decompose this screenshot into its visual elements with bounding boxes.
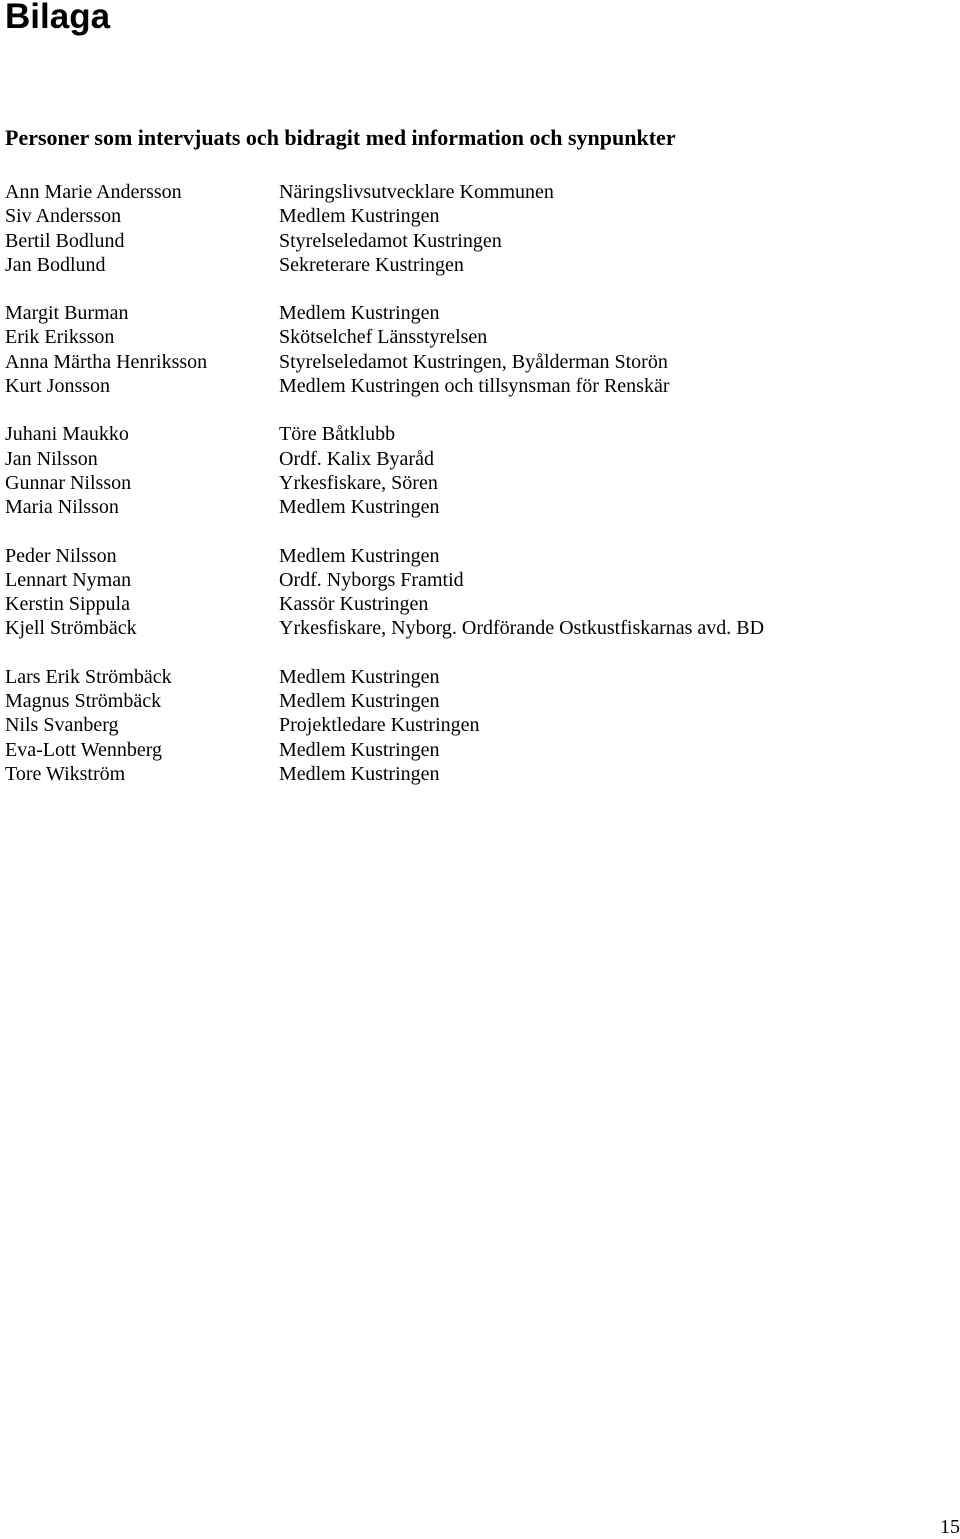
person-row — [0, 592, 960, 616]
person-name: Tore Wikström — [5, 762, 126, 785]
person-name: Jan Bodlund — [5, 253, 106, 276]
person-role: Sekreterare Kustringen — [279, 253, 464, 276]
person-row — [0, 325, 960, 349]
person-group — [0, 665, 960, 786]
person-role: Skötselchef Länsstyrelsen — [279, 326, 488, 349]
person-role: Medlem Kustringen och tillsynsman för Renskär — [279, 375, 670, 398]
person-role: Medlem Kustringen — [279, 738, 440, 761]
person-row — [0, 762, 960, 786]
person-row — [0, 544, 960, 568]
person-row — [0, 616, 960, 640]
person-role: Medlem Kustringen — [279, 302, 440, 325]
person-name: Eva-Lott Wennberg — [5, 738, 163, 761]
person-group — [0, 301, 960, 398]
person-row — [0, 568, 960, 592]
person-name: Maria Nilsson — [5, 496, 119, 519]
page-heading: Bilaga — [5, 0, 111, 36]
person-row — [0, 253, 960, 277]
person-name: Siv Andersson — [5, 205, 122, 228]
person-row — [0, 350, 960, 374]
person-name: Ann Marie Andersson — [5, 181, 182, 203]
page-number: 15 — [940, 1516, 960, 1538]
person-row — [0, 422, 960, 446]
person-role: Ordf. Nyborgs Framtid — [279, 568, 464, 591]
person-row — [0, 374, 960, 398]
person-role: Yrkesfiskare, Nyborg. Ordförande Ostkustfiskarnas avd. BD — [279, 617, 765, 640]
person-name: Kerstin Sippula — [5, 593, 130, 616]
person-role: Medlem Kustringen — [279, 496, 440, 519]
person-name: Margit Burman — [5, 302, 129, 325]
person-name: Jan Nilsson — [5, 447, 98, 470]
person-role: Medlem Kustringen — [279, 665, 440, 688]
person-group — [0, 422, 960, 519]
person-role: Styrelseledamot Kustringen, Byålderman Storön — [279, 350, 668, 373]
person-name: Kjell Strömbäck — [5, 617, 137, 640]
person-role: Medlem Kustringen — [279, 544, 440, 567]
person-role: Medlem Kustringen — [279, 762, 440, 785]
person-role: Näringslivsutvecklare Kommunen — [279, 181, 554, 203]
person-role: Töre Båtklubb — [279, 423, 396, 446]
person-role: Medlem Kustringen — [279, 690, 440, 713]
person-role: Medlem Kustringen — [279, 205, 440, 228]
person-name: Bertil Bodlund — [5, 229, 125, 252]
person-group — [0, 544, 960, 641]
person-name: Lars Erik Strömbäck — [5, 665, 172, 688]
person-name: Anna Märtha Henriksson — [5, 350, 208, 373]
person-name: Peder Nilsson — [5, 544, 117, 567]
person-row — [0, 665, 960, 689]
person-role: Styrelseledamot Kustringen — [279, 229, 502, 252]
person-name: Lennart Nyman — [5, 568, 132, 591]
person-role: Ordf. Kalix Byaråd — [279, 447, 434, 470]
person-row — [0, 301, 960, 325]
person-name: Erik Eriksson — [5, 326, 115, 349]
person-row — [0, 689, 960, 713]
person-row — [0, 713, 960, 737]
person-row — [0, 471, 960, 495]
person-name: Nils Svanberg — [5, 714, 119, 737]
person-row — [0, 447, 960, 471]
person-row — [0, 204, 960, 228]
person-group — [0, 180, 960, 277]
person-role: Yrkesfiskare, Sören — [279, 471, 438, 494]
person-name: Kurt Jonsson — [5, 375, 111, 398]
person-role: Kassör Kustringen — [279, 593, 429, 616]
person-name: Juhani Maukko — [5, 423, 129, 446]
person-name: Gunnar Nilsson — [5, 471, 132, 494]
person-row — [0, 229, 960, 253]
person-list — [0, 180, 960, 810]
person-row — [0, 495, 960, 519]
person-name: Magnus Strömbäck — [5, 690, 162, 713]
person-row — [0, 180, 960, 204]
section-title: Personer som intervjuats och bidragit med information och synpunkter — [5, 125, 676, 150]
person-role: Projektledare Kustringen — [279, 714, 480, 737]
person-row — [0, 738, 960, 762]
